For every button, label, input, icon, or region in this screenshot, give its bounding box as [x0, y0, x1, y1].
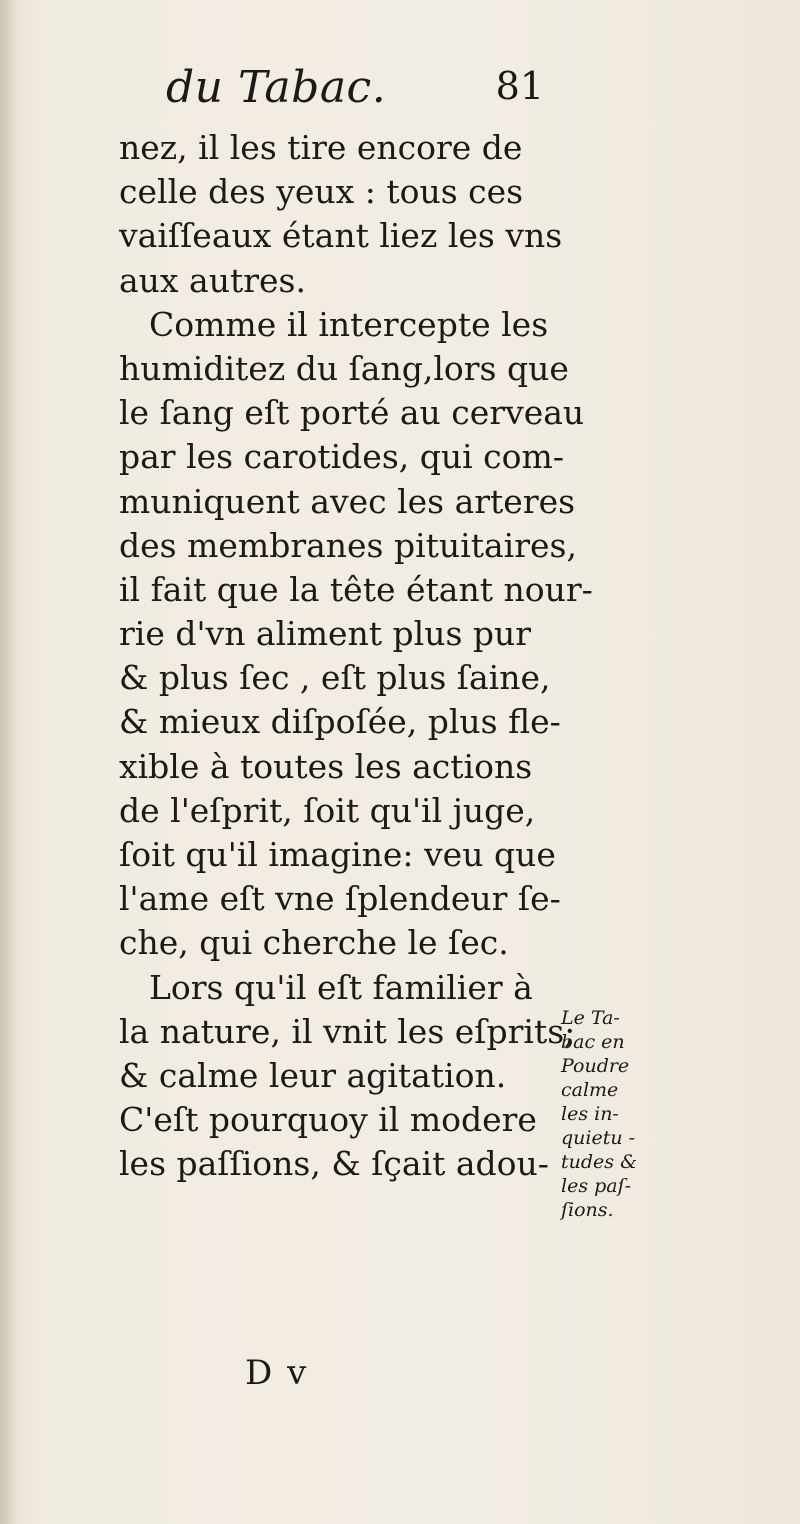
marginal-note-line: les in- [561, 1103, 619, 1125]
paragraph-start-line: Lors qu'il eſt familier à [149, 967, 533, 1007]
text-line: & plus ſec , eſt plus ſaine, [119, 658, 551, 698]
text-line: aux autres. [119, 260, 306, 300]
text-line: vaiſſeaux étant liez les vns [119, 216, 563, 256]
text-line: C'eſt pourquoy il modere [119, 1100, 537, 1140]
marginal-note-line: tudes & [561, 1151, 637, 1173]
marginal-note-line: bac en [561, 1031, 625, 1053]
text-line: il fait que la tête étant nour- [119, 569, 593, 609]
text-line: ſoit qu'il imagine: veu que [119, 835, 556, 874]
marginal-note-line: calme [561, 1079, 619, 1101]
text-line: & mieux diſpoſée, plus fle- [119, 702, 561, 742]
text-line: les paſſions, & ſçait adou- [119, 1144, 549, 1184]
marginal-note-line: les paſ- [561, 1175, 632, 1197]
page-number: 81 [495, 64, 544, 108]
text-line: & calme leur agitation. [119, 1055, 507, 1095]
marginal-note-line: ſions. [561, 1199, 614, 1221]
text-line: des membranes pituitaires, [119, 525, 577, 565]
running-title: du Tabac. [166, 62, 387, 113]
text-line: la nature, il vnit les eſprits; [119, 1011, 576, 1051]
text-line: nez, il les tire encore de [119, 128, 523, 167]
text-line: le ſang eſt porté au cerveau [119, 393, 585, 433]
paragraph-start-line: Comme il intercepte les [149, 304, 549, 344]
text-line: par les carotides, qui com- [119, 437, 564, 477]
marginal-note-line: Poudre [561, 1055, 630, 1077]
text-line: che, qui cherche le ſec. [119, 923, 509, 963]
text-line: humiditez du ſang,lors que [119, 348, 569, 388]
text-line: muniquent avec les arteres [119, 481, 576, 521]
text-line: de l'eſprit, ſoit qu'il juge, [119, 790, 536, 830]
text-line: celle des yeux : tous ces [119, 172, 524, 212]
page-header [166, 62, 544, 112]
gutter-shadow [0, 0, 18, 1524]
marginal-note-line: quietu - [561, 1127, 636, 1149]
text-line: rie d'vn aliment plus pur [119, 614, 532, 654]
marginal-note [561, 1006, 673, 1222]
signature-mark: D v [245, 1353, 309, 1393]
text-line: l'ame eſt vne ſplendeur ſe- [119, 879, 561, 919]
text-line: xible à toutes les actions [119, 746, 533, 786]
marginal-note-line: Le Ta- [561, 1007, 620, 1029]
